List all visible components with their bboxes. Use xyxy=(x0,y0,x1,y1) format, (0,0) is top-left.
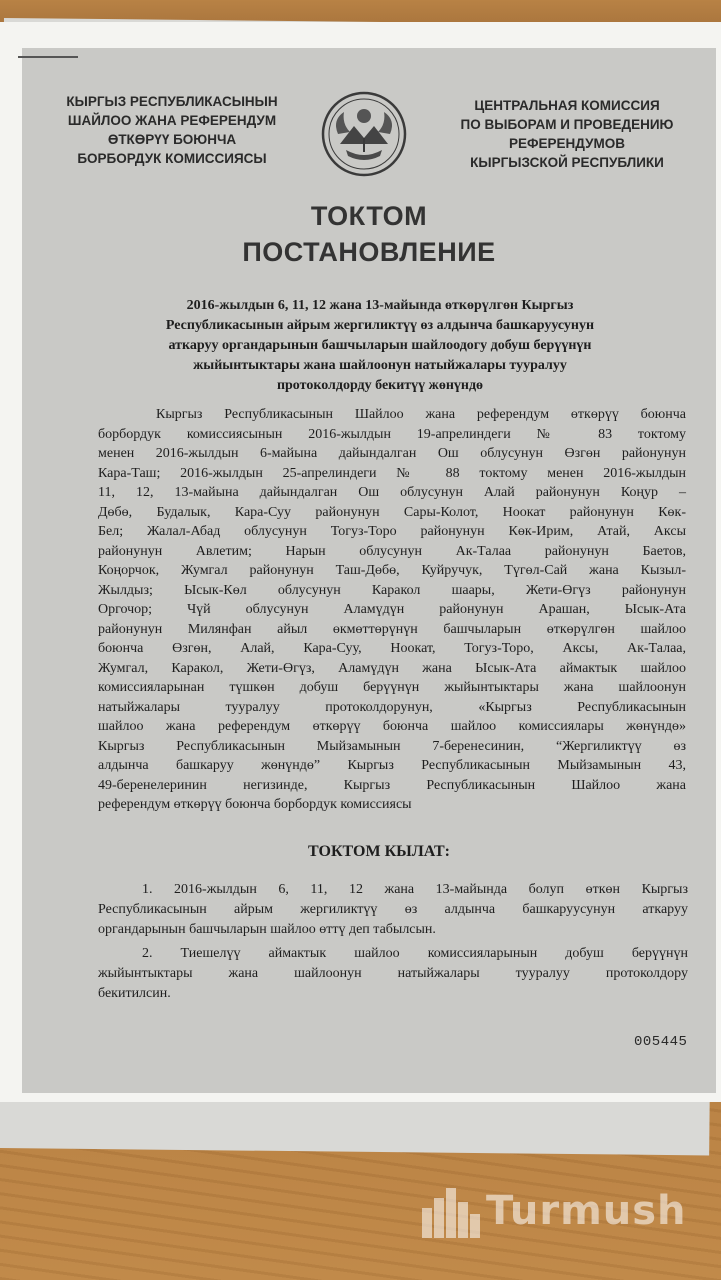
resolution-point-1 xyxy=(98,880,688,940)
preamble-line: борбордук комиссиясынын 2016-жылдын 19-апрелиндеги № 83 токтому xyxy=(98,426,686,442)
header-russian-org-name xyxy=(442,96,692,172)
subject-line: 2016-жылдын 6, 11, 12 жана 13-майында өткөрүлгөн Кыргыз xyxy=(186,298,574,313)
preamble-line: районунун Милянфан айыл өкмөттөрүнүн башчыларын өткөрүлгөн шайлоо xyxy=(98,621,686,637)
title-kyrgyz: ТОКТОМ xyxy=(310,201,428,231)
header-left-line: КЫРГЫЗ РЕСПУБЛИКАСЫНЫН xyxy=(66,94,278,109)
preamble-line: Кара-Таш; 2016-жылдын 25-апрелиндеги № 88 токтому менен 2016-жылдын xyxy=(98,465,686,481)
preamble-line: Дөбө, Будалык, Кара-Суу районунун Сары-Колот, Ноокат районунун Көк- xyxy=(98,504,686,520)
header-right-line: ЦЕНТРАЛЬНАЯ КОМИССИЯ xyxy=(474,98,660,113)
point-line: 2. Тиешелүү аймактык шайлоо комиссияларынын добуш берүүнүн xyxy=(142,946,688,961)
point-line: органдарынын башчыларын шайлоо өттү деп табылсын. xyxy=(98,922,436,937)
watermark-text: Turmush xyxy=(486,1188,687,1234)
preamble-line: Жылдыз; Ысык-Көл облусунун Каракол шаары, Жети-Өгүз районунун xyxy=(98,582,686,598)
subject-line: Республикасынын айрым жергиликтүү өз алдынча башкаруусунун xyxy=(165,318,595,333)
point-line: Республикасынын айрым жергиликтүү өз алдынча башкаруусунун аткаруу xyxy=(98,902,688,917)
preamble-line: боюнча Өзгөн, Алай, Кара-Суу, Ноокат, Тогуз-Торо, Аксы, Ак-Талаа, xyxy=(98,641,686,656)
header-left-line: ШАЙЛОО ЖАНА РЕФЕРЕНДУМ xyxy=(67,113,277,128)
kyrgyz-state-emblem-icon xyxy=(320,90,408,178)
preamble-line: Кыргыз Республикасынын Шайлоо жана референдум өткөрүү боюнча xyxy=(156,407,686,422)
preamble-paragraph xyxy=(98,405,686,815)
preamble-line: Бел; Жалал-Абад облусунун Тогуз-Торо районунун Көк-Ирим, Атай, Аксы xyxy=(98,524,686,539)
document-serial-number: 005445 xyxy=(634,1034,688,1050)
header-left-line: БОРБОРДУК КОМИССИЯСЫ xyxy=(77,151,267,166)
subject-line: аткаруу органдарынын башчыларын шайлоодогу добуш берүүнүн xyxy=(168,338,592,353)
resolution-heading: ТОКТОМ КЫЛАТ: xyxy=(308,843,450,860)
turmush-watermark xyxy=(420,1186,710,1246)
document-title xyxy=(22,198,716,270)
document-header xyxy=(22,90,716,180)
header-kyrgyz-org-name xyxy=(52,92,292,168)
resolution-point-2 xyxy=(98,944,688,1004)
preamble-line: 11, 12, 13-майына дайындалган Ош облусунун Алай районунун Коңур – xyxy=(98,485,686,500)
point-line: бекитилсин. xyxy=(98,986,171,1001)
header-right-line: КЫРГЫЗСКОЙ РЕСПУБЛИКИ xyxy=(470,155,664,170)
preamble-line: референдум өткөрүү боюнча борбордук комиссиясы xyxy=(98,797,412,812)
preamble-line: алдынча башкаруу жөнүндө” Кыргыз Республикасынын Мыйзамынын 43, xyxy=(98,758,686,773)
subject-line: жыйынтыктары жана шайлоонун натыйжалары тууралуу xyxy=(193,358,567,373)
preamble-line: комиссияларынан түшкөн добуш берүүнүн жыйынтыктары жана шайлоонун xyxy=(98,680,686,695)
preamble-line: районунун Авлетим; Нарын облусунун Ак-Талаа районунун Баетов, xyxy=(98,543,686,559)
preamble-line: Коңорчок, Жумгал районунун Таш-Дөбө, Куйручук, Түгөл-Сай жана Кызыл- xyxy=(98,563,686,578)
header-left-line: ӨТКӨРҮҮ БОЮНЧА xyxy=(107,132,237,147)
preamble-line: Жумгал, Каракол, Жети-Өгүз, Аламүдүн жана Ысык-Ата аймактык шайлоо xyxy=(98,660,686,676)
preamble-line: Кыргыз Республикасынын Мыйзамынын 7-беренесинин, “Жергиликтүү өз xyxy=(98,738,686,754)
margin-mark xyxy=(18,56,78,58)
header-right-line: ПО ВЫБОРАМ И ПРОВЕДЕНИЮ xyxy=(460,117,674,132)
preamble-line: натыйжалары тууралуу протоколдорунун, «Кыргыз Республикасынын xyxy=(98,699,686,715)
title-russian: ПОСТАНОВЛЕНИЕ xyxy=(242,237,496,267)
document-subject xyxy=(120,296,640,396)
subject-line: протоколдорду бекитүү жөнүндө xyxy=(276,378,484,393)
preamble-line: Оргочор; Чүй облусунун Аламүдүн районунун Арашан, Ысык-Ата xyxy=(98,602,686,617)
point-line: 1. 2016-жылдын 6, 11, 12 жана 13-майында болуп өткөн Кыргыз xyxy=(142,882,688,897)
header-right-line: РЕФЕРЕНДУМОВ xyxy=(509,136,625,151)
preamble-line: шайлоо жана референдум өткөрүү боюнча шайлоо комиссиялары жөнүндө» xyxy=(98,719,686,734)
city-skyline-logo-icon xyxy=(420,1186,482,1242)
point-line: жыйынтыктары жана шайлоонун натыйжалары тууралуу протоколдору xyxy=(98,966,688,981)
preamble-line: менен 2016-жылдын 6-майына дайындалган Ош облусунун Өзгөн районунун xyxy=(98,446,686,461)
preamble-line: 49-беренелеринин негизинде, Кыргыз Республикасынын Шайлоо жана xyxy=(98,777,686,793)
